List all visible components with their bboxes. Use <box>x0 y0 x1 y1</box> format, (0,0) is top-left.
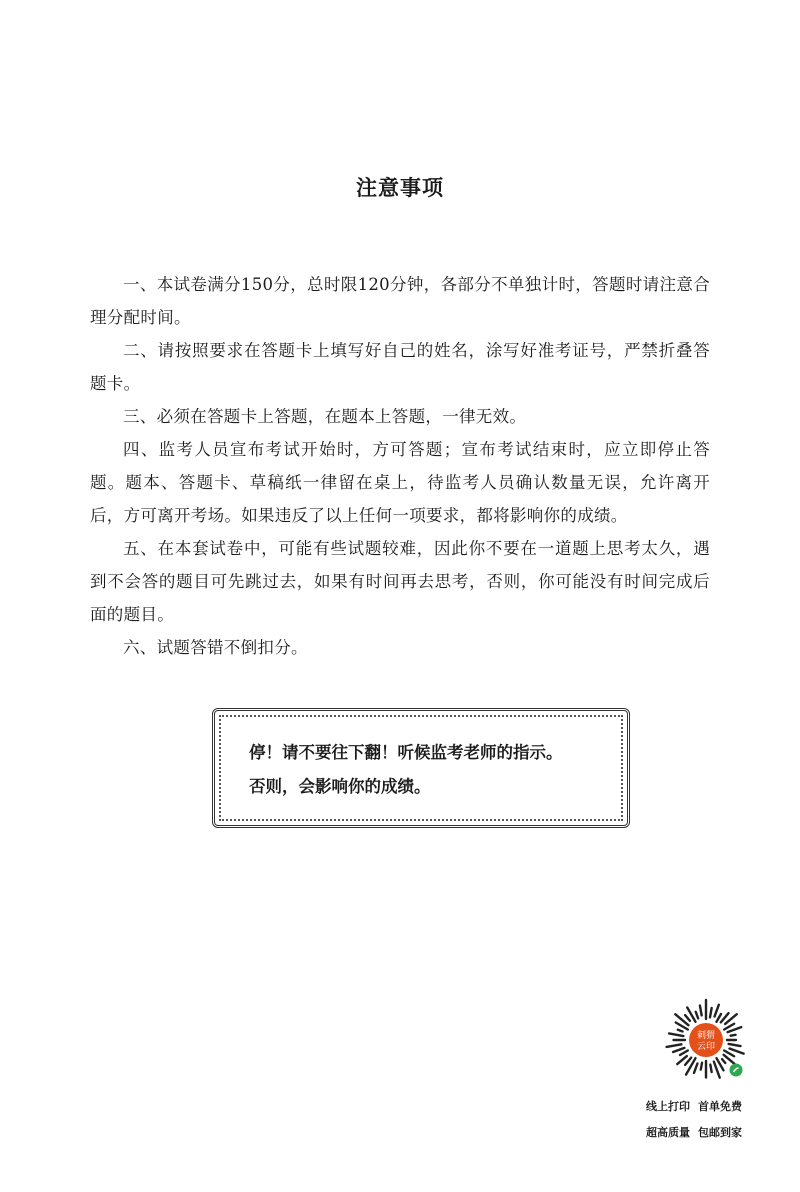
qr-pattern-bar <box>710 1065 711 1072</box>
qr-pattern-bar <box>722 1059 725 1063</box>
stop-notice-box <box>212 708 630 828</box>
instruction-item-2: 二、请按照要求在答题卡上填写好自己的姓名，涂写好准考证号，严禁折叠答题卡。 <box>90 341 710 393</box>
qr-pattern-bar <box>717 1014 722 1022</box>
qr-pattern-bar <box>696 1012 698 1019</box>
qr-pattern-bar <box>678 1030 683 1032</box>
qr-pattern-bar <box>673 1048 684 1052</box>
qr-pattern-bar <box>715 1005 719 1017</box>
qr-pattern-bar <box>729 1049 743 1054</box>
qr-center-label-top: 刺猬 <box>696 1031 716 1041</box>
qr-caption-high-quality: 超高质量 <box>646 1126 690 1139</box>
instruction-item-4: 四、监考人员宣布考试开始时，方可答题；宣布考试结束时，应立即停止答题。题本、答题卡、草稿纸一律留在桌上，待监考人员确认数量无误，允许离开后，方可离开考场。如果违反了以上任何一项要求，都将影响你的成绩。 <box>90 440 710 525</box>
qr-caption-first-order-free: 首单免费 <box>698 1100 742 1113</box>
page-title: 注意事项 <box>356 176 444 200</box>
instructions-list <box>90 268 710 664</box>
qr-pattern-bar <box>685 1015 690 1021</box>
qr-caption-free-shipping: 包邮到家 <box>698 1126 742 1139</box>
qr-pattern-bar <box>728 1027 742 1032</box>
qr-caption-row-2 <box>646 1124 770 1140</box>
qr-pattern-bar <box>667 1044 682 1047</box>
qr-caption-online-print: 线上打印 <box>646 1100 690 1113</box>
qr-caption-row-1 <box>646 1098 770 1114</box>
instruction-item-5: 五、在本套试卷中，可能有些试题较难，因此你不要在一道题上思考太久，遇到不会答的题目可先跳过去，如果有时间再去思考，否则，你可能没有时间完成后面的题目。 <box>90 539 710 624</box>
instruction-item-3: 三、必须在答题卡上答题，在题本上答题，一律无效。 <box>123 407 527 426</box>
instruction-item-1: 一、本试卷满分150分，总时限120分钟，各部分不单独计时，答题时请注意合理分配时间。 <box>90 275 710 327</box>
qr-pattern-bar <box>694 1063 697 1072</box>
mini-program-code[interactable] <box>654 996 758 1088</box>
qr-pattern-bar <box>700 1006 702 1016</box>
qr-pattern-bar <box>680 1051 688 1056</box>
stop-notice-line-1: 停！请不要往下翻！听候监考老师的指示。 <box>249 743 563 762</box>
stop-notice-line-2: 否则，会影响你的成绩。 <box>249 777 431 796</box>
qr-pattern-bar <box>685 1058 691 1065</box>
qr-pattern-bar <box>669 1033 683 1036</box>
qr-pattern-bar <box>701 1063 702 1070</box>
qr-pattern-bar <box>710 1008 712 1017</box>
qr-pattern-bar <box>729 1044 741 1046</box>
qr-pattern-bar <box>731 1035 736 1036</box>
instruction-item-6: 六、试题答错不倒扣分。 <box>123 638 308 657</box>
qr-center-label-bottom: 云印 <box>696 1042 716 1052</box>
